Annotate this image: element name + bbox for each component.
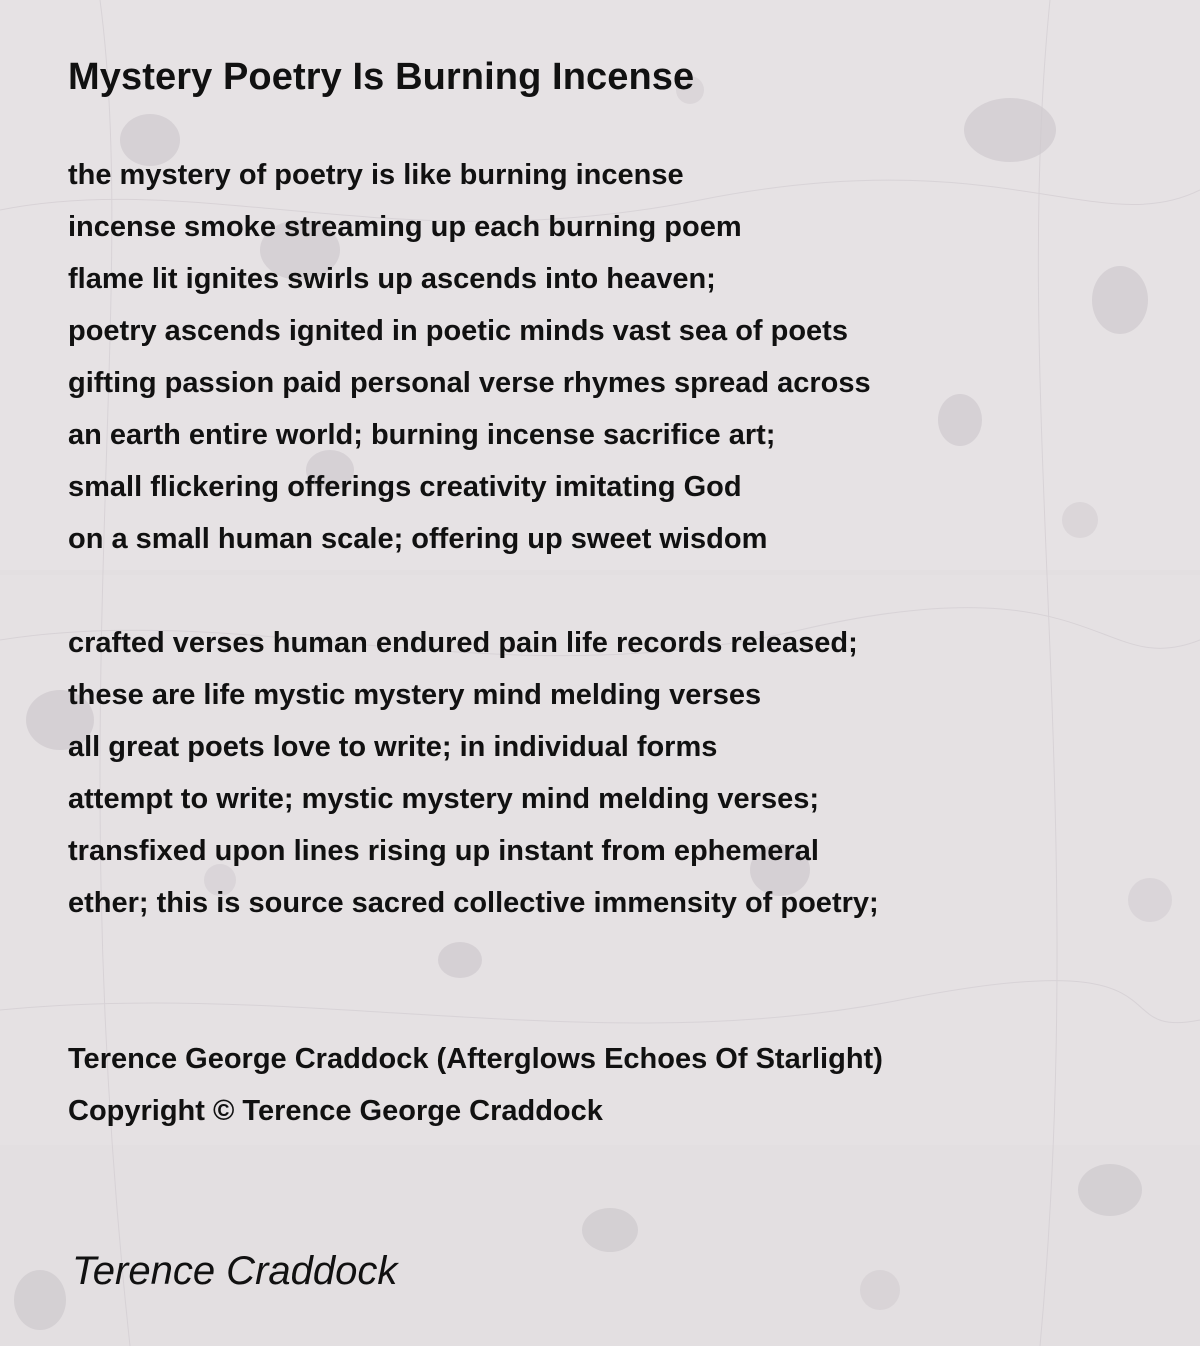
poem-line: poetry ascends ignited in poetic minds vast sea of poets: [68, 315, 848, 347]
poem-line: incense smoke streaming up each burning poem: [68, 211, 742, 243]
poem-line: small flickering offerings creativity imitating God: [68, 471, 742, 503]
stanza-2: [68, 617, 879, 929]
poem-line: attempt to write; mystic mystery mind melding verses;: [68, 783, 819, 815]
poem-line: ether; this is source sacred collective immensity of poetry;: [68, 887, 879, 919]
author-signature: Terence Craddock: [72, 1249, 398, 1293]
poem-line: an earth entire world; burning incense sacrifice art;: [68, 419, 776, 451]
poem-line: all great poets love to write; in individual forms: [68, 731, 718, 763]
poem-title: Mystery Poetry Is Burning Incense: [68, 56, 695, 98]
poem-line: transfixed upon lines rising up instant from ephemeral: [68, 835, 819, 867]
poem-line: flame lit ignites swirls up ascends into heaven;: [68, 263, 716, 295]
credit-copyright: Copyright © Terence George Craddock: [68, 1095, 603, 1127]
poem-line: on a small human scale; offering up sweet wisdom: [68, 523, 768, 555]
poem-credits: [68, 1033, 883, 1137]
poem-line: the mystery of poetry is like burning incense: [68, 159, 684, 191]
credit-source: Terence George Craddock (Afterglows Echoes Of Starlight): [68, 1043, 883, 1075]
poem-line: gifting passion paid personal verse rhymes spread across: [68, 367, 871, 399]
stanza-1: [68, 149, 871, 565]
poem-line: crafted verses human endured pain life records released;: [68, 627, 858, 659]
poem-line: these are life mystic mystery mind melding verses: [68, 679, 762, 711]
